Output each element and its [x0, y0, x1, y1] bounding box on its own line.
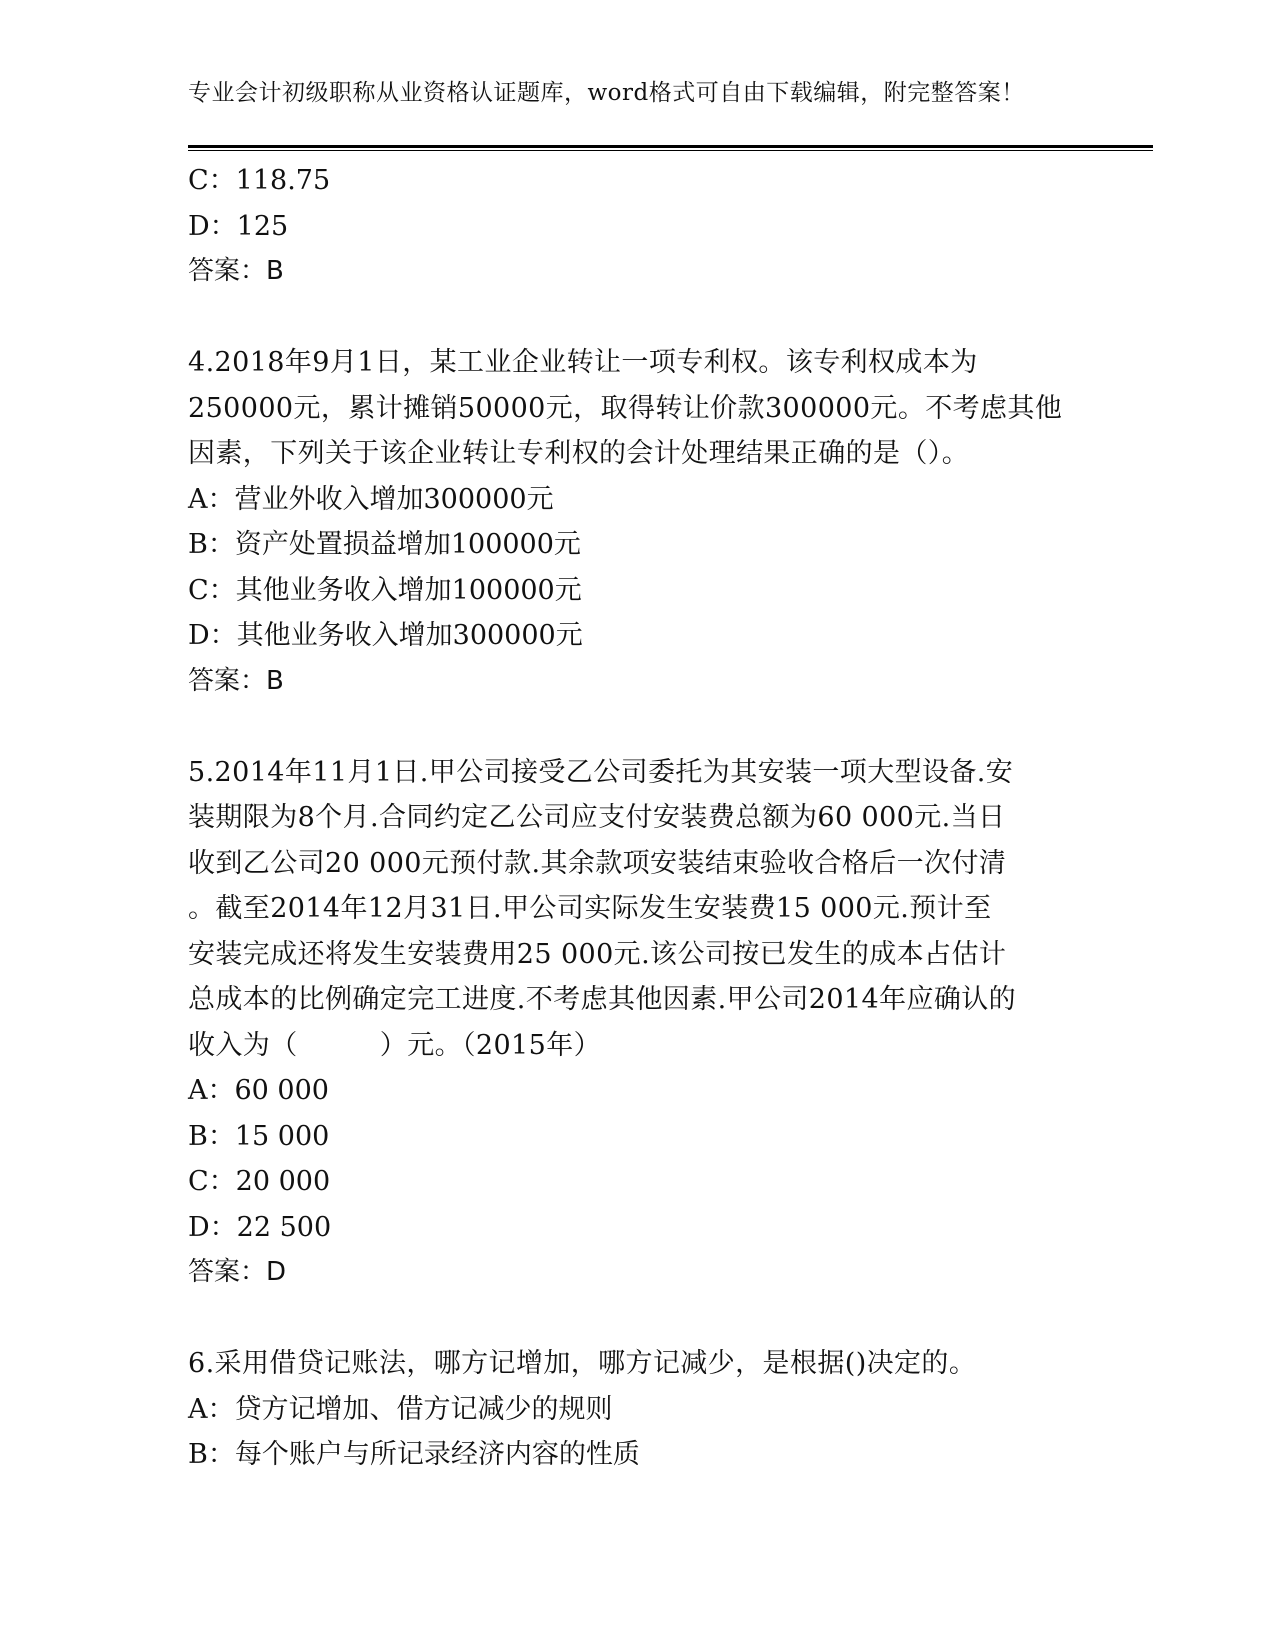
question-6 — [188, 1341, 1088, 1478]
question-3-tail — [188, 158, 1088, 295]
header-rule-thin — [188, 150, 1153, 151]
question-stem-line: 4.2018年9月1日，某工业企业转让一项专利权。该专利权成本为 — [188, 347, 978, 378]
answer-line: 答案：B — [188, 665, 284, 696]
question-stem-line: 因素，下列关于该企业转让专利权的会计处理结果正确的是（）。 — [188, 438, 970, 469]
document-body — [188, 158, 1088, 1478]
option-c: C：20 000 — [188, 1166, 331, 1197]
option-c: C：118.75 — [188, 165, 331, 196]
question-stem-line: 装期限为8个月.合同约定乙公司应支付安装费总额为60 000元.当日 — [188, 802, 1006, 833]
question-stem-line: 250000元，累计摊销50000元，取得转让价款300000元。不考虑其他 — [188, 392, 1063, 424]
header-rule-thick — [188, 145, 1153, 148]
option-b: B：15 000 — [188, 1120, 330, 1152]
answer-line: 答案：D — [188, 1257, 287, 1287]
question-stem-line: 6.采用借贷记账法，哪方记增加，哪方记减少，是根据()决定的。 — [188, 1348, 977, 1379]
option-b: B：每个账户与所记录经济内容的性质 — [188, 1439, 640, 1470]
option-c: C：其他业务收入增加100000元 — [188, 574, 582, 606]
option-d: D：其他业务收入增加300000元 — [188, 620, 583, 651]
question-5 — [188, 750, 1088, 1296]
page-header: 专业会计初级职称从业资格认证题库，word格式可自由下载编辑，附完整答案！ — [188, 80, 1025, 106]
option-a: A：60 000 — [188, 1075, 329, 1106]
option-b: B：资产处置损益增加100000元 — [188, 529, 581, 560]
question-4 — [188, 340, 1088, 704]
question-stem-line: 收入为（ ）元。（2015年） — [188, 1029, 602, 1061]
question-stem-line: 5.2014年11月1日.甲公司接受乙公司委托为其安装一项大型设备.安 — [188, 756, 1014, 788]
spacer — [188, 704, 1088, 750]
question-stem-line: 。截至2014年12月31日.甲公司实际发生安装费15 000元.预计至 — [188, 893, 992, 924]
question-stem-line: 安装完成还将发生安装费用25 000元.该公司按已发生的成本占估计 — [188, 938, 1007, 970]
answer-line: 答案：B — [188, 256, 284, 286]
option-a: A：营业外收入增加300000元 — [188, 483, 554, 515]
question-stem-line: 收到乙公司20 000元预付款.其余款项安装结束验收合格后一次付清 — [188, 847, 1007, 879]
spacer — [188, 1296, 1088, 1342]
option-d: D：22 500 — [188, 1211, 332, 1243]
option-a: A：贷方记增加、借方记减少的规则 — [188, 1393, 613, 1425]
option-d: D：125 — [188, 210, 289, 242]
spacer — [188, 295, 1088, 341]
question-stem-line: 总成本的比例确定完工进度.不考虑其他因素.甲公司2014年应确认的 — [188, 984, 1017, 1015]
